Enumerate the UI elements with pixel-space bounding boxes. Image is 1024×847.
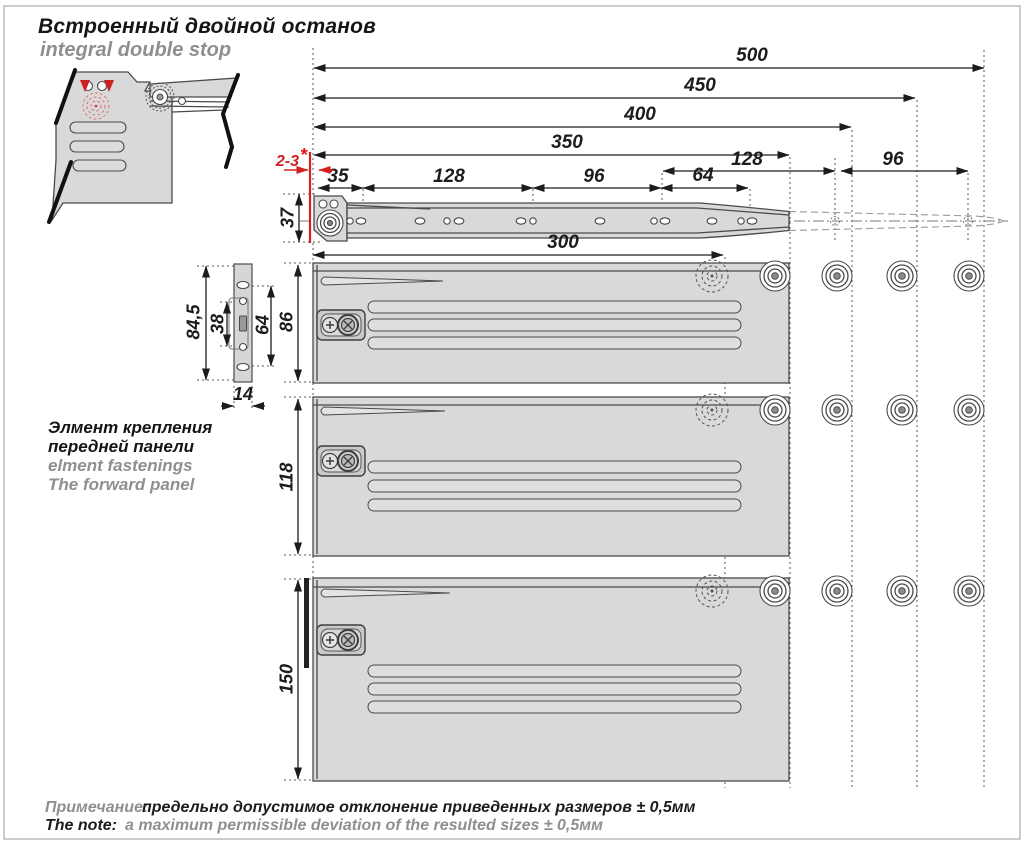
dim-86: [276, 265, 298, 381]
dim-label: 128: [731, 149, 763, 170]
ghost-rollers: [822, 261, 984, 606]
dim-label: 118: [276, 462, 297, 492]
dim-label: 96: [882, 149, 904, 170]
dim-128-lower: [363, 166, 533, 188]
gap-asterisk: *: [300, 145, 308, 165]
dim-96-upper: [841, 149, 968, 171]
dim-118: [276, 399, 298, 554]
drawer-panel-118: [313, 394, 790, 556]
gap-label: 2-3: [275, 153, 299, 170]
note-ru-prefix: Примечание:: [45, 799, 149, 816]
dim-128-upper: [663, 149, 835, 171]
dim-500: [314, 45, 984, 68]
dim-150: [276, 580, 298, 779]
note-ru-text: предельно допустимое отклонение приведенных размеров ± 0,5мм: [142, 799, 696, 816]
panel-fastener: [317, 310, 365, 340]
dim-96-lower: [533, 166, 661, 188]
dim-label: 450: [684, 75, 716, 96]
title-ru: Встроенный двойной останов: [38, 15, 377, 38]
front-panel-section: [304, 578, 309, 668]
dim-350: [314, 132, 789, 155]
bracket-hole: [330, 200, 338, 208]
dim-400: [314, 104, 851, 127]
bracket-roller: [317, 210, 343, 236]
fastening-label-ru1: Элмент крепления: [48, 418, 213, 437]
dim-label: 84,5: [183, 304, 204, 340]
dim-label: 37: [277, 207, 298, 229]
dim-label: 150: [276, 663, 297, 695]
dim-450: [314, 75, 915, 98]
note-en-prefix: The note:: [45, 817, 117, 834]
dim-label: 64: [692, 165, 714, 186]
dim-38: [207, 302, 227, 346]
note-en-text: a maximum permissible deviation of the resulted sizes ± 0,5мм: [125, 817, 603, 834]
dim-label: 400: [624, 104, 656, 125]
panel-fastener: [317, 446, 365, 476]
dim-37: [277, 194, 299, 242]
panel-roller: [760, 261, 790, 291]
dim-label: 38: [207, 313, 228, 335]
dim-84-5: [183, 266, 206, 380]
dim-label: 14: [232, 384, 254, 404]
drawer-panel-86: [313, 260, 790, 383]
dim-label: 500: [736, 45, 768, 66]
rail-top-view: [314, 196, 973, 241]
panel-roller: [760, 395, 790, 425]
dim-14: [221, 384, 265, 406]
dim-label: 350: [551, 132, 583, 153]
dim-64-strip: [252, 286, 272, 366]
dim-label: 35: [327, 166, 349, 187]
fastening-label-en2: The forward panel: [48, 475, 195, 494]
fastening-label-en1: elment fastenings: [48, 456, 193, 475]
bracket-hole: [319, 200, 327, 208]
stop-hole: [98, 82, 107, 91]
inset-rail-hole: [179, 98, 186, 105]
fastening-label-ru2: передней панели: [48, 437, 194, 456]
panel-roller: [760, 576, 790, 606]
title-en: integral double stop: [40, 39, 232, 61]
double-stop-detail-inset: [49, 70, 238, 222]
dim-label: 300: [547, 232, 579, 253]
panel-fastener: [317, 625, 365, 655]
drawer-panel-150: [304, 575, 790, 781]
dim-label: 128: [433, 166, 465, 187]
fastening-strip-detail: [229, 264, 252, 382]
dim-label: 64: [252, 314, 273, 336]
dim-label: 96: [583, 166, 605, 187]
dim-label: 86: [276, 311, 297, 333]
